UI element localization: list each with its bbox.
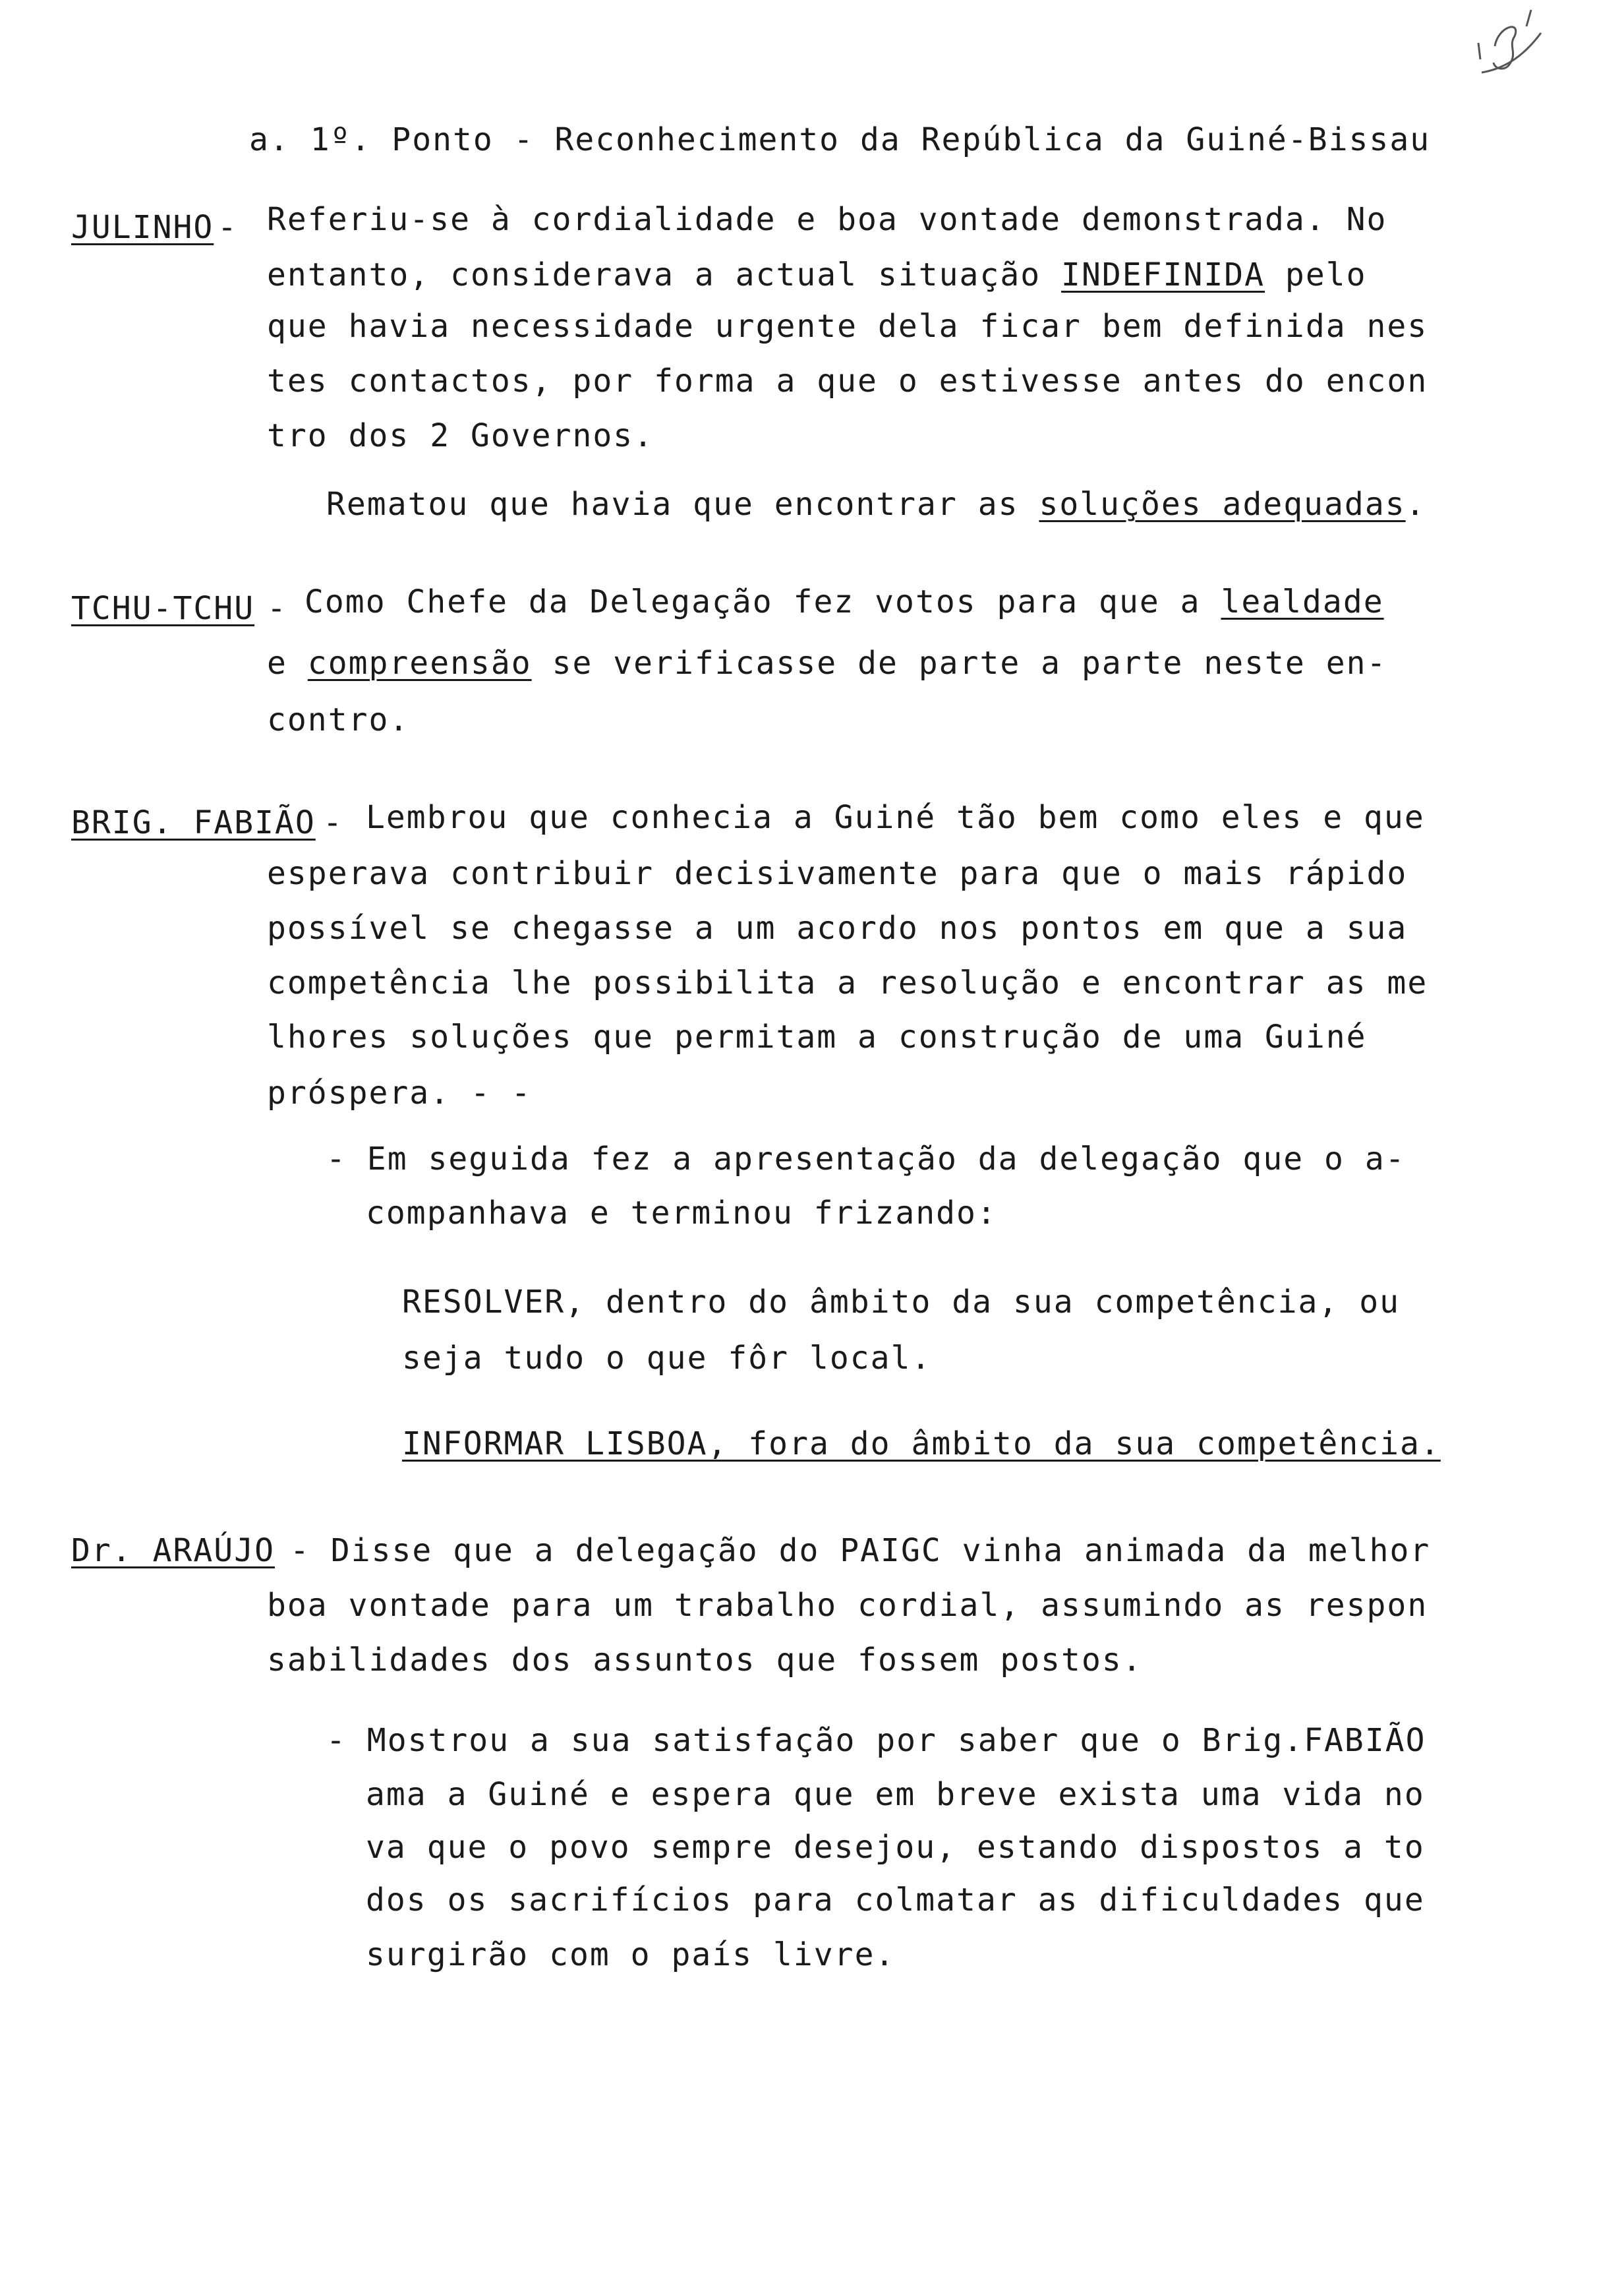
- speaker-dash: -: [218, 209, 238, 246]
- julinho-line-1: Referiu-se à cordialidade e boa vontade demonstrada. No: [267, 201, 1387, 238]
- araujo-line-1: - Disse que a delegação do PAIGC vinha animada da melhor: [290, 1532, 1431, 1569]
- julinho-closing: Rematou que havia que encontrar as soluções adequadas.: [326, 486, 1426, 523]
- fabiao-line-4: competência lhe possibilita a resolução e encontrar as me: [267, 965, 1428, 1001]
- speaker-dash: -: [267, 590, 287, 627]
- fabiao-line-3: possível se chegasse a um acordo nos pontos em que a sua: [267, 910, 1408, 947]
- speaker-dash: -: [323, 804, 343, 841]
- speaker-tchu-tchu: TCHU-TCHU: [71, 590, 255, 627]
- fabiao-bullet-1: - Em seguida fez a apresentação da delegação que o a-: [326, 1141, 1406, 1177]
- fabiao-quote-3: INFORMAR LISBOA, fora do âmbito da sua competência.: [402, 1425, 1441, 1462]
- araujo-line-2: boa vontade para um trabalho cordial, assumindo as respon: [267, 1587, 1428, 1624]
- araujo-bullet-3: va que o povo sempre desejou, estando dispostos a to: [366, 1829, 1425, 1866]
- julinho-line-3: que havia necessidade urgente dela ficar bem definida nes: [267, 308, 1428, 345]
- tchu-line-2: e compreensão se verificasse de parte a parte neste en-: [267, 645, 1387, 682]
- fabiao-quote-1: RESOLVER, dentro do âmbito da sua competência, ou: [402, 1284, 1401, 1321]
- julinho-line-2: entanto, considerava a actual situação INDEFINIDA pelo: [267, 256, 1367, 293]
- araujo-line-3: sabilidades dos assuntos que fossem postos.: [267, 1642, 1143, 1679]
- fabiao-bullet-2: companhava e terminou frizando:: [366, 1195, 997, 1232]
- araujo-bullet-5: surgirão com o país livre.: [366, 1936, 896, 1973]
- julinho-line-5: tro dos 2 Governos.: [267, 417, 654, 454]
- araujo-bullet-4: dos os sacrifícios para colmatar as dificuldades que: [366, 1882, 1425, 1918]
- speaker-dr-araujo: Dr. ARAÚJO: [71, 1532, 275, 1569]
- fabiao-line-2: esperava contribuir decisivamente para que o mais rápido: [267, 855, 1408, 892]
- fabiao-quote-2: seja tudo o que fôr local.: [402, 1340, 932, 1377]
- speaker-julinho: JULINHO: [71, 209, 214, 246]
- julinho-line-4: tes contactos, por forma a que o estivesse antes do encon: [267, 363, 1428, 400]
- handwritten-page-number: [1468, 7, 1548, 79]
- araujo-bullet-2: ama a Guiné e espera que em breve exista uma vida no: [366, 1776, 1425, 1813]
- fabiao-line-1: Lembrou que conhecia a Guiné tão bem como eles e que: [366, 799, 1425, 836]
- tchu-line-1: Como Chefe da Delegação fez votos para que a lealdade: [304, 583, 1384, 620]
- tchu-line-3: contro.: [267, 701, 410, 738]
- section-heading: a. 1º. Ponto - Reconhecimento da República da Guiné-Bissau: [249, 121, 1431, 158]
- fabiao-line-5: lhores soluções que permitam a construção de uma Guiné: [267, 1019, 1367, 1055]
- speaker-brig-fabiao: BRIG. FABIÃO: [71, 804, 316, 841]
- araujo-bullet-1: - Mostrou a sua satisfação por saber que o Brig.FABIÃO: [326, 1722, 1426, 1759]
- fabiao-line-6: próspera. - -: [267, 1075, 532, 1112]
